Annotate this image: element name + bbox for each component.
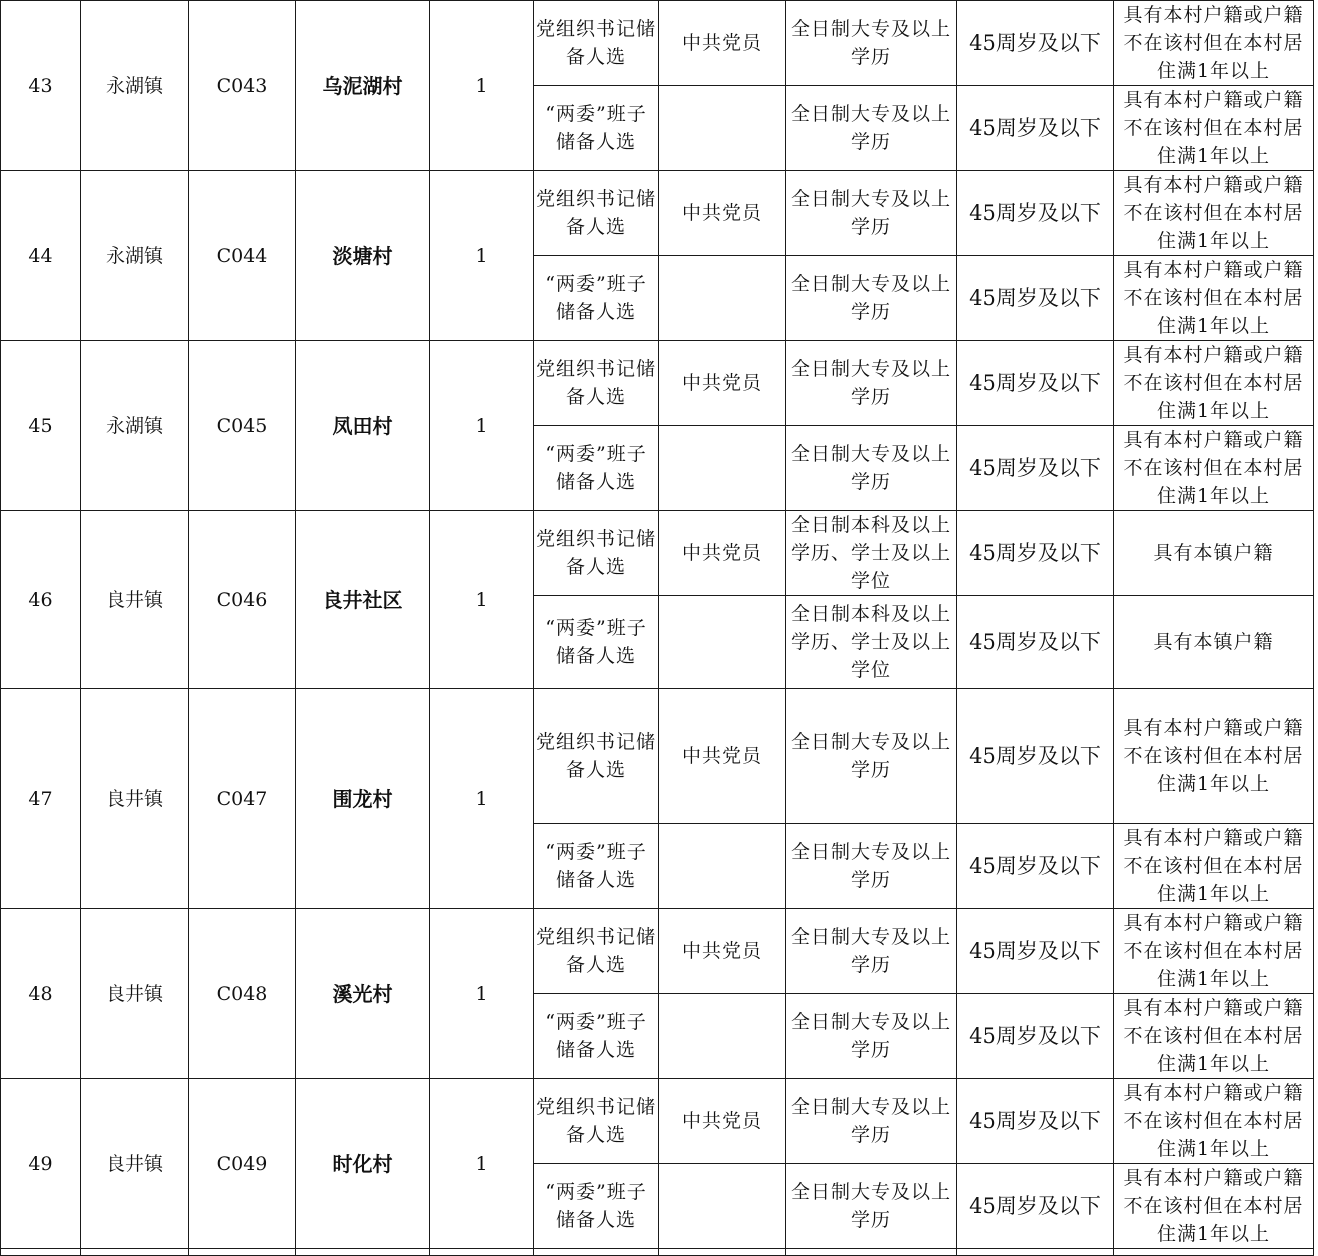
row-number: 48 <box>1 909 81 1079</box>
age-requirement: 45周岁及以下 <box>957 1079 1114 1164</box>
post-code: C046 <box>189 511 296 689</box>
political-status: 中共党员 <box>659 689 786 824</box>
hire-count: 1 <box>430 689 534 909</box>
political-status <box>659 596 786 689</box>
village-name: 乌泥湖村 <box>296 1 430 171</box>
political-status <box>659 426 786 511</box>
post-type: 党组织书记储备人选 <box>534 171 659 256</box>
residence-requirement: 具有本村户籍或户籍不在该村但在本村居住满1年以上 <box>1114 909 1314 994</box>
post-type: “两委”班子储备人选 <box>534 994 659 1079</box>
political-status: 中共党员 <box>659 341 786 426</box>
table-row <box>1 341 1314 426</box>
education-requirement: 全日制大专及以上学历 <box>786 171 957 256</box>
post-type: 党组织书记储备人选 <box>534 909 659 994</box>
residence-requirement: 具有本村户籍或户籍不在该村但在本村居住满1年以上 <box>1114 689 1314 824</box>
education-requirement: 全日制大专及以上学历 <box>786 1164 957 1249</box>
age-requirement: 45周岁及以下 <box>957 596 1114 689</box>
table-row <box>1 689 1314 824</box>
political-status: 中共党员 <box>659 1 786 86</box>
table-cell <box>1114 1249 1314 1256</box>
post-code: C049 <box>189 1079 296 1249</box>
residence-requirement: 具有本村户籍或户籍不在该村但在本村居住满1年以上 <box>1114 1164 1314 1249</box>
post-code: C043 <box>189 1 296 171</box>
post-type: “两委”班子储备人选 <box>534 426 659 511</box>
education-requirement: 全日制大专及以上学历 <box>786 909 957 994</box>
political-status <box>659 994 786 1079</box>
row-number: 43 <box>1 1 81 171</box>
table-cell <box>957 1249 1114 1256</box>
village-name: 时化村 <box>296 1079 430 1249</box>
post-code: C045 <box>189 341 296 511</box>
table-cell <box>81 1249 189 1256</box>
village-name: 围龙村 <box>296 689 430 909</box>
post-code: C047 <box>189 689 296 909</box>
age-requirement: 45周岁及以下 <box>957 689 1114 824</box>
age-requirement: 45周岁及以下 <box>957 824 1114 909</box>
age-requirement: 45周岁及以下 <box>957 86 1114 171</box>
post-code: C048 <box>189 909 296 1079</box>
education-requirement: 全日制大专及以上学历 <box>786 256 957 341</box>
hire-count: 1 <box>430 341 534 511</box>
post-type: “两委”班子储备人选 <box>534 596 659 689</box>
post-type: “两委”班子储备人选 <box>534 1164 659 1249</box>
row-number: 44 <box>1 171 81 341</box>
town-name: 永湖镇 <box>81 1 189 171</box>
table-cell <box>659 1249 786 1256</box>
age-requirement: 45周岁及以下 <box>957 341 1114 426</box>
education-requirement: 全日制大专及以上学历 <box>786 689 957 824</box>
table-cell <box>534 1249 659 1256</box>
hire-count: 1 <box>430 171 534 341</box>
post-type: 党组织书记储备人选 <box>534 341 659 426</box>
residence-requirement: 具有本村户籍或户籍不在该村但在本村居住满1年以上 <box>1114 256 1314 341</box>
age-requirement: 45周岁及以下 <box>957 171 1114 256</box>
post-type: 党组织书记储备人选 <box>534 1079 659 1164</box>
hire-count: 1 <box>430 1 534 171</box>
post-type: 党组织书记储备人选 <box>534 1 659 86</box>
education-requirement: 全日制大专及以上学历 <box>786 994 957 1079</box>
hire-count: 1 <box>430 909 534 1079</box>
table-row-cutoff <box>1 1249 1314 1256</box>
table-row <box>1 1 1314 86</box>
post-type: 党组织书记储备人选 <box>534 511 659 596</box>
town-name: 良井镇 <box>81 909 189 1079</box>
political-status <box>659 1164 786 1249</box>
political-status <box>659 824 786 909</box>
education-requirement: 全日制大专及以上学历 <box>786 341 957 426</box>
residence-requirement: 具有本村户籍或户籍不在该村但在本村居住满1年以上 <box>1114 341 1314 426</box>
residence-requirement: 具有本村户籍或户籍不在该村但在本村居住满1年以上 <box>1114 426 1314 511</box>
table-row <box>1 171 1314 256</box>
table-row <box>1 1079 1314 1164</box>
residence-requirement: 具有本村户籍或户籍不在该村但在本村居住满1年以上 <box>1114 824 1314 909</box>
post-type: 党组织书记储备人选 <box>534 689 659 824</box>
row-number: 46 <box>1 511 81 689</box>
education-requirement: 全日制大专及以上学历 <box>786 824 957 909</box>
post-type: “两委”班子储备人选 <box>534 824 659 909</box>
residence-requirement: 具有本镇户籍 <box>1114 596 1314 689</box>
table-cell <box>296 1249 430 1256</box>
education-requirement: 全日制大专及以上学历 <box>786 1 957 86</box>
education-requirement: 全日制本科及以上学历、学士及以上学位 <box>786 596 957 689</box>
education-requirement: 全日制大专及以上学历 <box>786 426 957 511</box>
age-requirement: 45周岁及以下 <box>957 909 1114 994</box>
town-name: 永湖镇 <box>81 171 189 341</box>
hire-count: 1 <box>430 511 534 689</box>
residence-requirement: 具有本镇户籍 <box>1114 511 1314 596</box>
table-row <box>1 909 1314 994</box>
education-requirement: 全日制大专及以上学历 <box>786 86 957 171</box>
post-type: “两委”班子储备人选 <box>534 86 659 171</box>
town-name: 良井镇 <box>81 1079 189 1249</box>
residence-requirement: 具有本村户籍或户籍不在该村但在本村居住满1年以上 <box>1114 1 1314 86</box>
political-status: 中共党员 <box>659 909 786 994</box>
village-name: 良井社区 <box>296 511 430 689</box>
political-status: 中共党员 <box>659 511 786 596</box>
village-name: 凤田村 <box>296 341 430 511</box>
hire-count: 1 <box>430 1079 534 1249</box>
residence-requirement: 具有本村户籍或户籍不在该村但在本村居住满1年以上 <box>1114 171 1314 256</box>
political-status <box>659 86 786 171</box>
table-cell <box>1 1249 81 1256</box>
age-requirement: 45周岁及以下 <box>957 256 1114 341</box>
table-cell <box>430 1249 534 1256</box>
residence-requirement: 具有本村户籍或户籍不在该村但在本村居住满1年以上 <box>1114 86 1314 171</box>
age-requirement: 45周岁及以下 <box>957 994 1114 1079</box>
age-requirement: 45周岁及以下 <box>957 426 1114 511</box>
political-status: 中共党员 <box>659 1079 786 1164</box>
age-requirement: 45周岁及以下 <box>957 1 1114 86</box>
town-name: 良井镇 <box>81 511 189 689</box>
table-cell <box>786 1249 957 1256</box>
age-requirement: 45周岁及以下 <box>957 511 1114 596</box>
table-cell <box>189 1249 296 1256</box>
post-type: “两委”班子储备人选 <box>534 256 659 341</box>
political-status: 中共党员 <box>659 171 786 256</box>
age-requirement: 45周岁及以下 <box>957 1164 1114 1249</box>
post-code: C044 <box>189 171 296 341</box>
political-status <box>659 256 786 341</box>
village-name: 淡塘村 <box>296 171 430 341</box>
residence-requirement: 具有本村户籍或户籍不在该村但在本村居住满1年以上 <box>1114 1079 1314 1164</box>
row-number: 45 <box>1 341 81 511</box>
table-row <box>1 511 1314 596</box>
village-name: 溪光村 <box>296 909 430 1079</box>
row-number: 47 <box>1 689 81 909</box>
residence-requirement: 具有本村户籍或户籍不在该村但在本村居住满1年以上 <box>1114 994 1314 1079</box>
town-name: 良井镇 <box>81 689 189 909</box>
education-requirement: 全日制大专及以上学历 <box>786 1079 957 1164</box>
town-name: 永湖镇 <box>81 341 189 511</box>
row-number: 49 <box>1 1079 81 1249</box>
education-requirement: 全日制本科及以上学历、学士及以上学位 <box>786 511 957 596</box>
